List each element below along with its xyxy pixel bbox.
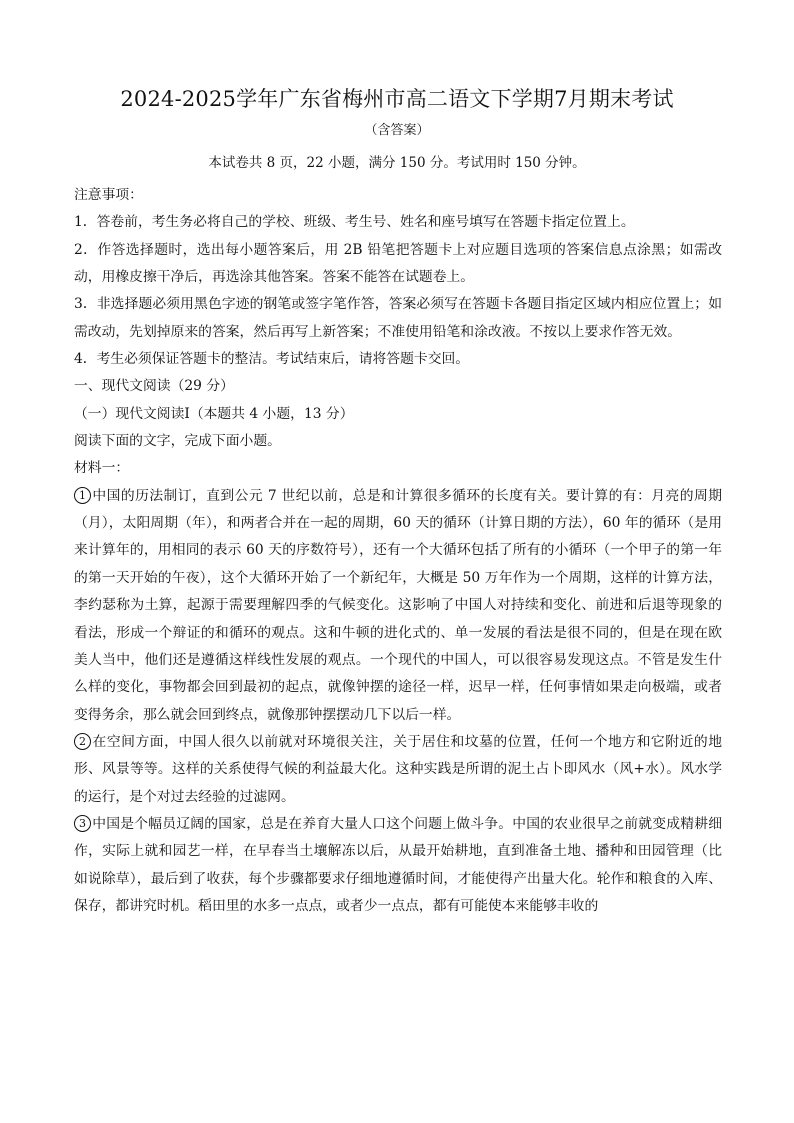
exam-intro: 本试卷共 8 页，22 小题，满分 150 分。考试用时 150 分钟。 — [208, 155, 586, 171]
reading-instruction: 阅读下面的文字，完成下面小题。 — [74, 433, 281, 450]
material-paragraph — [74, 811, 722, 920]
notice-item: 1．答卷前，考生务必将自己的学校、班级、考生号、姓名和座号填写在答题卡指定位置上。 — [74, 214, 635, 231]
material-paragraph — [74, 729, 722, 811]
page-subtitle: （含答案） — [364, 123, 430, 138]
material-paragraph — [74, 483, 722, 729]
paragraph-text: 在空间方面，中国人很久以前就对环境很关注，关于居住和坟墓的位置，任何一个地方和它附近的地形、风景等等。这样的关系使得气候的利益最大化。这种实践是所谓的泥土占卜即风水（风+水）。风水学的运行，是个对过去经验的过滤网。 — [74, 733, 722, 805]
paragraph-marker: 2 — [74, 733, 91, 750]
notice-heading: 注意事项： — [74, 187, 143, 203]
section-heading: 一、现代文阅读（29 分） — [74, 378, 234, 395]
paragraph-text: 中国的历法制订，直到公元 7 世纪以前，总是和计算很多循环的长度有关。要计算的有：月亮的周期（月），太阳周期（年），和两者合并在一起的周期，60 天的循环（计算日期的方法），60 年的循环（是用来计算年的，用相同的表示 60 天的序数符号），还有一个大循环包括了所有的小循环（一个甲子的第一年的第一天开始的午夜），这个大循环开始了一个新纪年，大概是 50 万年作为一个周期，这样的计算方法，李约瑟称为土算，起源于需要理解四季的气候变化。这影响了中国人对持续和变化、前进和后退等现象的看法，形成一个辩证的和循环的观点。这和牛顿的进化式的、单一发展的看法是很不同的，但是在现在欧美人当中，他们还是遵循这样线性发展的观点。一个现代的中国人，可以很容易发现这点。不管是发生什么样的变化，事物都会回到最初的起点，就像钟摆的途径一样，迟早一样，任何事情如果走向极端，或者变得务余，那么就会回到终点，就像那钟摆摆动几下以后一样。 — [74, 487, 722, 723]
subsection-heading: （一）现代文阅读Ⅰ（本题共 4 小题，13 分） — [74, 405, 354, 422]
paragraph-marker: 1 — [74, 487, 91, 504]
page-title: 2024-2025学年广东省梅州市高二语文下学期7月期末考试 — [120, 87, 674, 111]
paragraph-text: 中国是个幅员辽阔的国家，总是在养育大量人口这个问题上做斗争。中国的农业很早之前就变成精耕细作，实际上就和园艺一样，在早春当土壤解冻以后，从最开始耕地，直到准备土地、播种和田园管理（比如说除草），最后到了收获，每个步骤都要求仔细地遵循时间，才能使得产出量大化。轮作和粮食的入库、保存，都讲究时机。稻田里的水多一点点，或者少一点点，都有可能使本来能够丰收的 — [74, 815, 722, 914]
material-label: 材料一： — [74, 460, 130, 477]
document-body — [74, 182, 722, 920]
paragraph-marker: 3 — [74, 815, 91, 832]
notice-item: 2．作答选择题时，选出每小题答案后，用 2B 铅笔把答题卡上对应题目选项的答案信息点涂黑；如需改动，用橡皮擦干净后，再选涂其他答案。答案不能答在试题卷上。 — [74, 241, 722, 286]
notice-item: 4．考生必须保证答题卡的整洁。考试结束后，请将答题卡交回。 — [74, 351, 470, 368]
notice-item: 3．非选择题必须用黑色字迹的钢笔或签字笔作答，答案必须写在答题卡各题目指定区域内相应位置上；如需改动，先划掉原来的答案，然后再写上新答案；不准使用铅笔和涂改液。不按以上要求作答无效。 — [74, 296, 722, 340]
